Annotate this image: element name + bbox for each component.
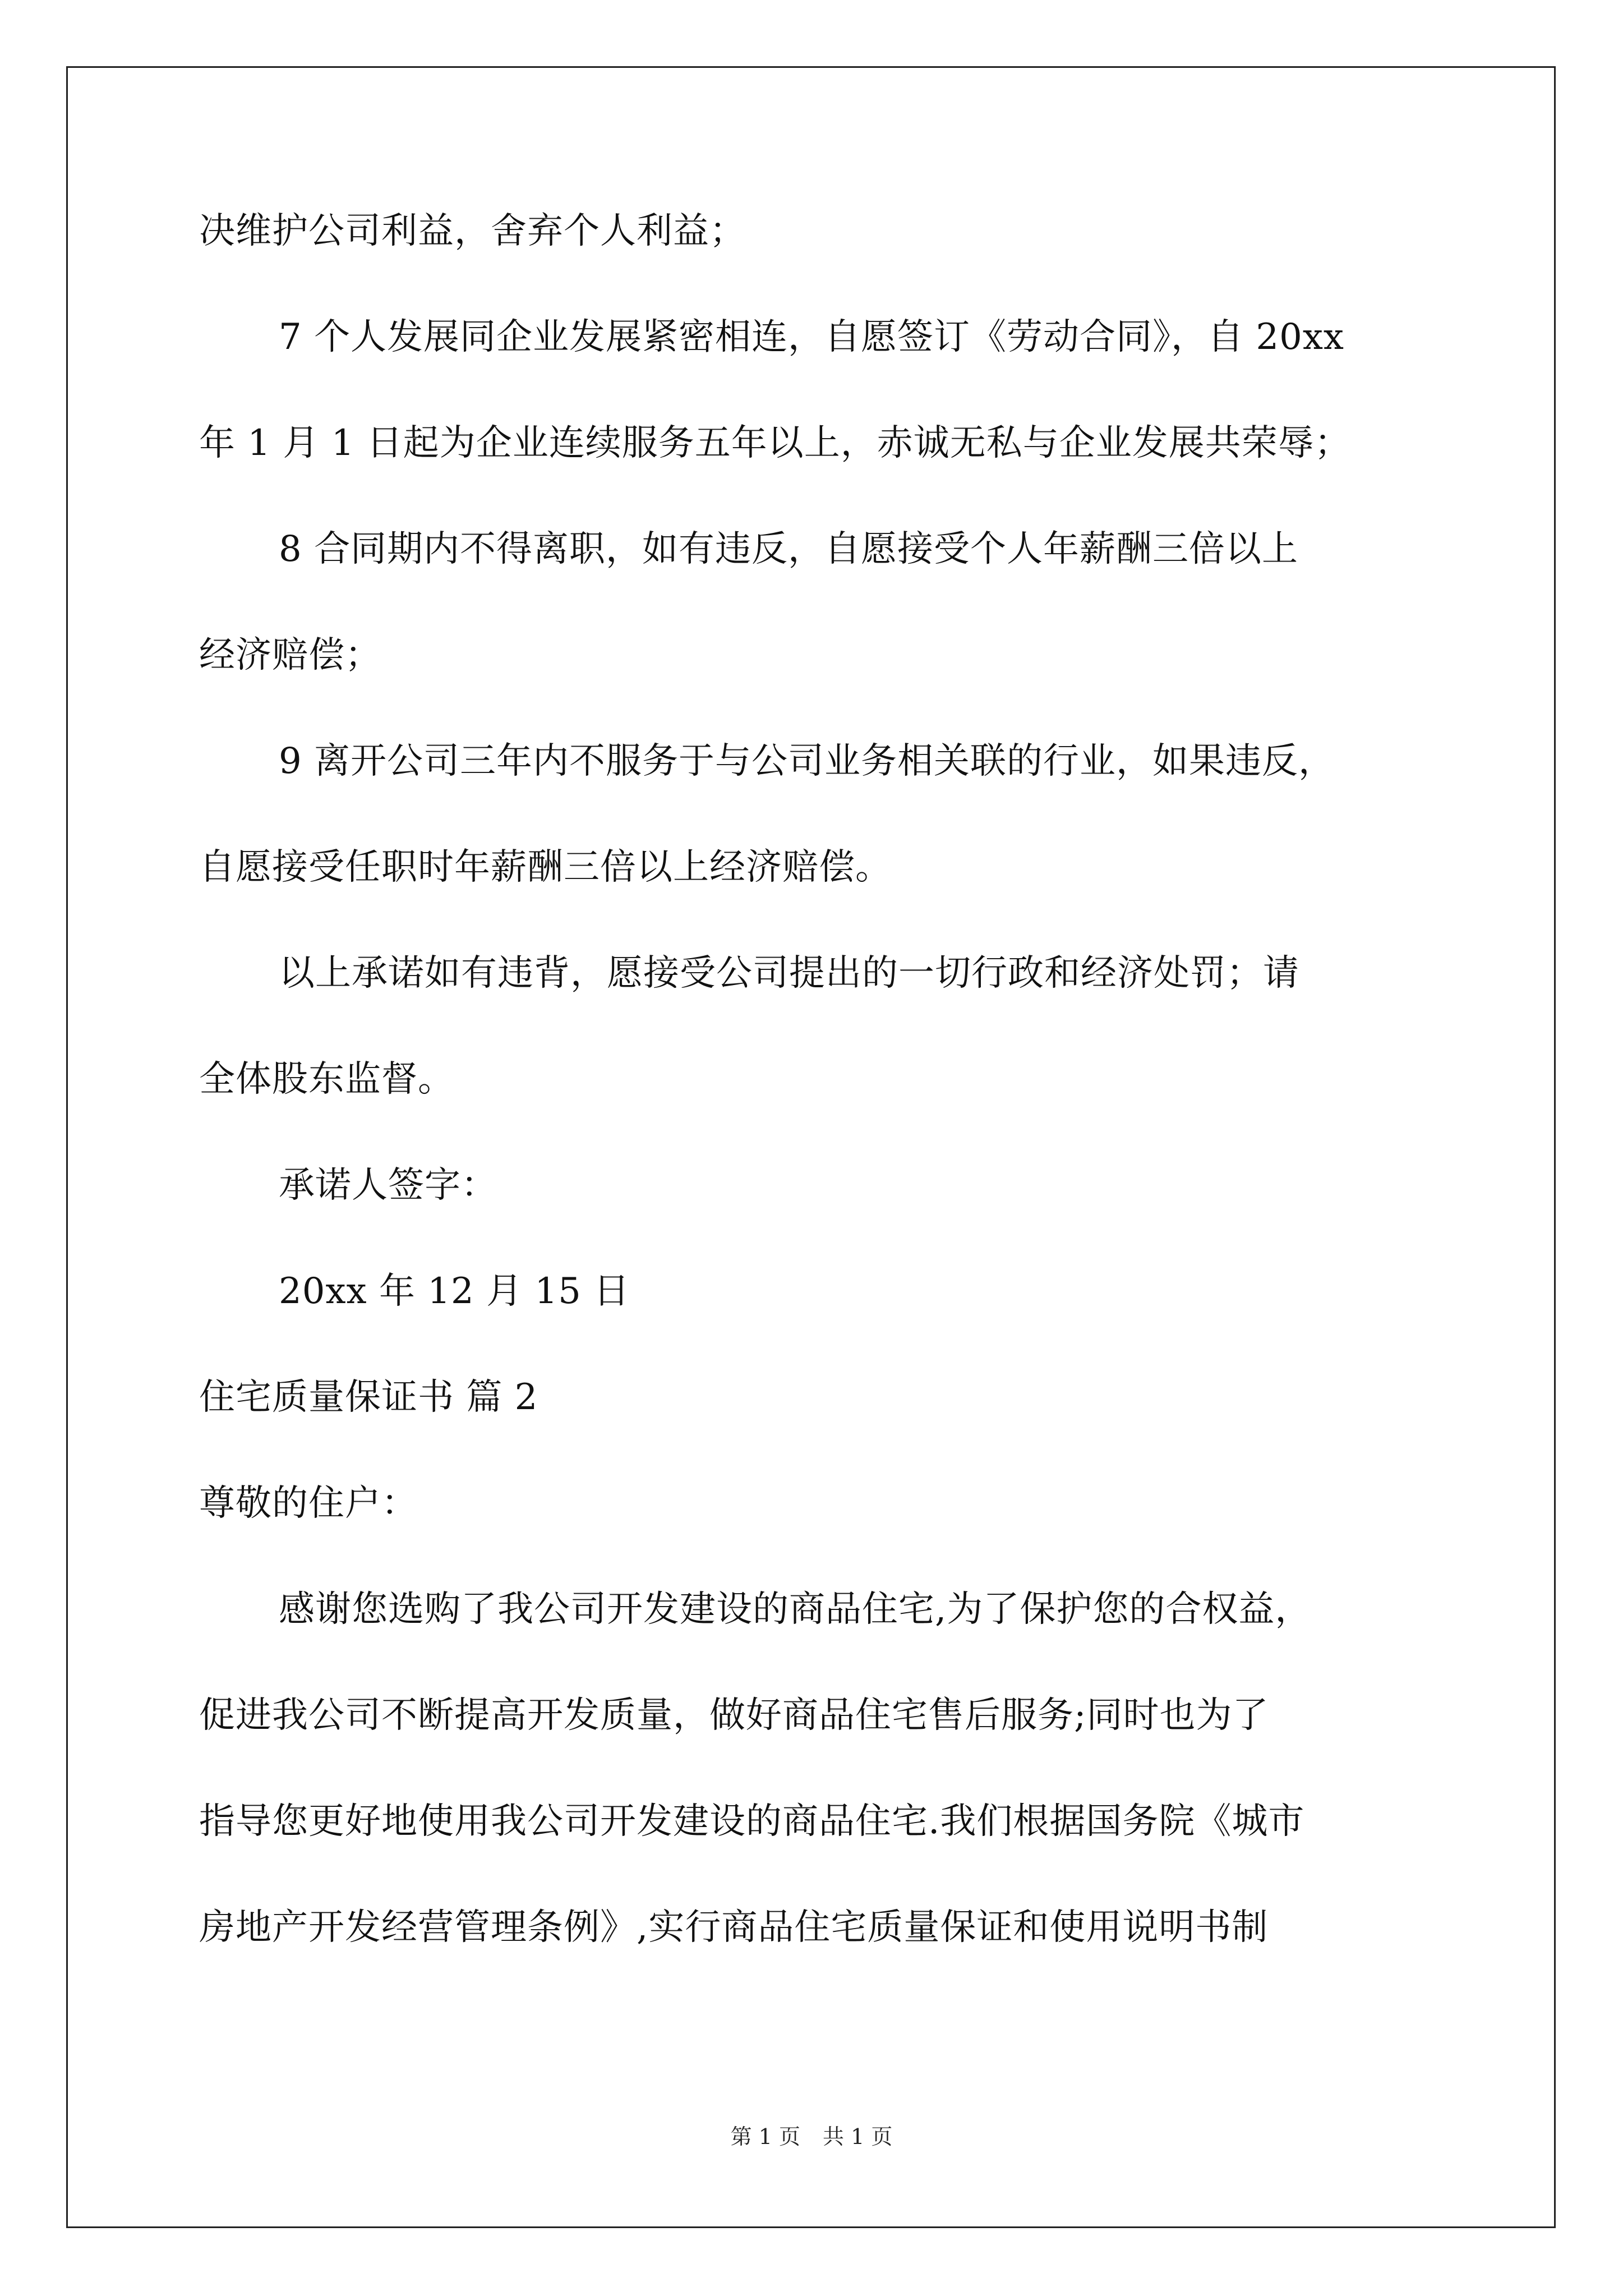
text-line: 促进我公司不断提高开发质量，做好商品住宅售后服务;同时也为了 [199, 1695, 1269, 1736]
salutation: 尊敬的住户： [199, 1483, 418, 1524]
text-line: 指导您更好地使用我公司开发建设的商品住宅.我们根据国务院《城市 [199, 1801, 1305, 1842]
text-line: 以上承诺如有违背，愿接受公司提出的一切行政和经济处罚；请 [279, 953, 1299, 994]
page-border [66, 66, 1556, 2228]
page-current: 第 1 页 [730, 2124, 800, 2149]
text-line: 经济赔偿； [199, 634, 381, 676]
signature-label: 承诺人签字： [279, 1165, 497, 1206]
text-line: 9 离开公司三年内不服务于与公司业务相关联的行业，如果违反， [279, 740, 1335, 782]
date-line: 20xx 年 12 月 15 日 [279, 1271, 630, 1312]
page-footer [0, 2123, 1623, 2151]
text-line: 7 个人发展同企业发展紧密相连，自愿签订《劳动合同》，自 20xx [279, 316, 1345, 358]
text-line: 感谢您选购了我公司开发建设的商品住宅,为了保护您的合权益， [279, 1589, 1312, 1630]
text-line: 年 1 月 1 日起为企业连续服务五年以上，赤诚无私与企业发展共荣辱； [199, 422, 1351, 464]
text-line: 决维护公司利益，舍弃个人利益； [199, 210, 746, 252]
section-heading: 住宅质量保证书 篇 2 [199, 1377, 538, 1418]
text-line: 8 合同期内不得离职，如有违反，自愿接受个人年薪酬三倍以上 [279, 528, 1299, 570]
page-total: 共 1 页 [823, 2124, 893, 2149]
text-line: 自愿接受任职时年薪酬三倍以上经济赔偿。 [199, 846, 892, 888]
text-line: 全体股东监督。 [199, 1059, 454, 1100]
text-line: 房地产开发经营管理条例》,实行商品住宅质量保证和使用说明书制 [199, 1907, 1269, 1948]
